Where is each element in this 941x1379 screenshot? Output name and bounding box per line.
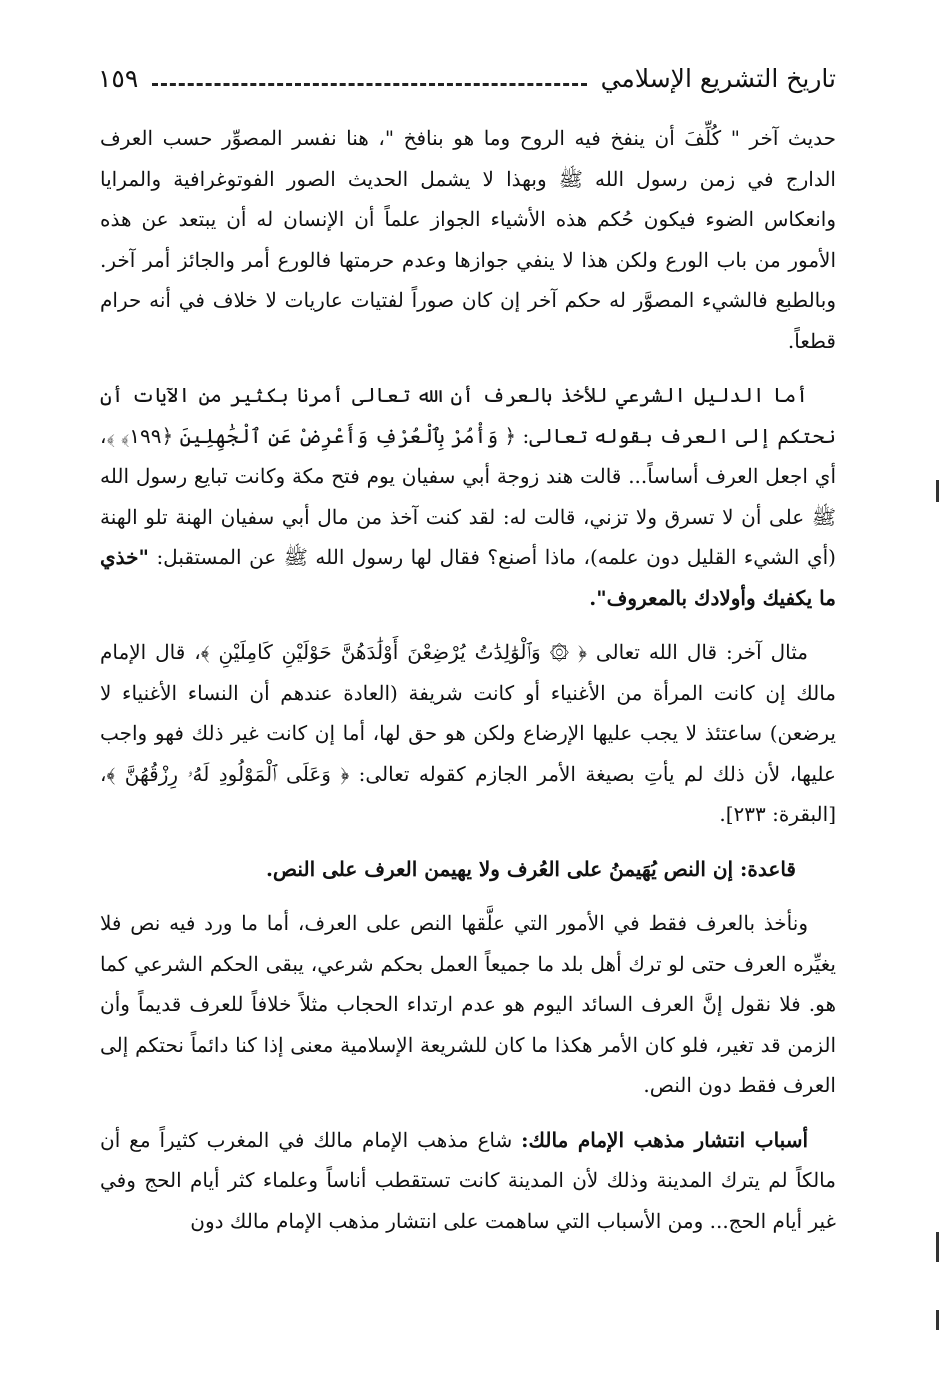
header-leader-dots — [152, 83, 586, 86]
paragraph-photography: حديث آخر " كُلِّفَ أن ينفخ فيه الروح وما هو بنافخ "، هنا نفسر المصوِّر حسب العرف الدارج في زمن رسول الله ﷺ وبهذا لا يشمل الحديث الصور الفوتوغرافية والمرايا وانعكاس الضوء فيكون حُكم هذه الأشياء الجواز علماً أن الإنسان له أن يبتعد عن هذه الأمور من باب الورع ولكن هذا لا ينفي جوازها وعدم حرمتها فالورع أمر والجائز أمر آخر. وبالطبع فالشيء المصوَّر له حكم آخر إن كان صوراً لفتيات عاريات لا خلاف في أنه حرام قطعاً. — [100, 126, 836, 353]
paragraph-another-example: مثال آخر: قال الله تعالى ﴿ ۞ وَٱلْوَٰلِدَٰتُ يُرْضِعْنَ أَوْلَٰدَهُنَّ حَوْلَيْنِ كَامِلَيْنِ ﴾، قال الإمام مالك إن كانت المرأة من الأغنياء أو كانت شريفة (العادة عندهم أن النساء الأغنياء لا يرضعن) ساعتئذ لا يجب عليها الإرضاع ولكن هو حق لها، أما إن كانت غير ذلك فهو واجب عليها، لأن ذلك لم يأتِ بصيغة الأمر الجازم كقوله تعالى: ﴿ وَعَلَى ٱلْمَوْلُودِ لَهُۥ رِزْقُهُنَّ ﴾، [البقرة: ٢٣٣]. — [100, 640, 836, 826]
page-header — [98, 58, 836, 98]
section-heading-maliki: أسباب انتشار مذهب الإمام مالك: — [521, 1127, 809, 1152]
paragraph-text-over-custom: ونأخذ بالعرف فقط في الأمور التي علَّقها النص على العرف، أما ما ورد فيه نص فلا يغيِّره العرف حتى لو ترك أهل بلد ما جميعاً العمل بحكم شرعي، يبقى الحكم الشرعي كما هو. فلا نقول إنَّ العرف السائد اليوم هو عدم ارتداء الحجاب مثلاً خلافاً للعرف قديماً وأن الزمن قد تغير، فلو كان الأمر هكذا ما كان للشريعة الإسلامية معنى إذا كنا دائماً نحتكم إلى العرف فقط دون النص. — [100, 911, 836, 1097]
hadith-quote: "خذي ما يكفيك وأولادك بالمعروف". — [100, 545, 836, 610]
rule-heading: قاعدة: إن النص يُهَيمنُ على العُرف ولا يهيمن العرف على النص. — [265, 856, 796, 881]
scan-edge-mark — [936, 1232, 939, 1262]
running-title: تاريخ التشريع الإسلامي — [600, 63, 836, 93]
paragraph-evidence-text: أما الدليل الشرعي للأخذ بالعرف أن الله تعالى أمرنا بكثير من الآيات أن نحتكم إلى العرف بقوله تعالى: ﴿ وَأْمُرْ بِٱلْعُرْفِ وَأَعْرِضْ عَنِ ٱلْجَٰهِلِينَ ﴿١٩٩﴾ ﴾، أي اجعل العرف أساساً... قالت هند زوجة أبي سفيان يوم فتح مكة وكانت تبايع رسول الله ﷺ على أن لا تسرق ولا تزني، قالت له: لقد كنت آخذ من مال أبي سفيان الهنة تلو الهنة (أي الشيء القليل دون علمه)، ماذا أصنع؟ فقال لها رسول الله ﷺ عن المستقبل: — [100, 383, 836, 569]
page-number: ١٥٩ — [98, 63, 139, 93]
page-body — [100, 118, 836, 1255]
paragraph-spread-of-maliki — [100, 1120, 836, 1242]
paragraph-maliki-text: شاع مذهب الإمام مالك في المغرب كثيراً مع أن مالكاً لم يترك المدينة وذلك لأن المدينة كانت تستقطب أناساً وعلماء كثر أيام الحج وفي غير أيام الحج... ومن الأسباب التي ساهمت على انتشار مذهب الإمام مالك دون — [100, 1127, 836, 1233]
paragraph-evidence-of-custom — [100, 375, 836, 618]
scan-edge-mark — [936, 1310, 939, 1330]
scan-edge-mark — [936, 480, 939, 502]
